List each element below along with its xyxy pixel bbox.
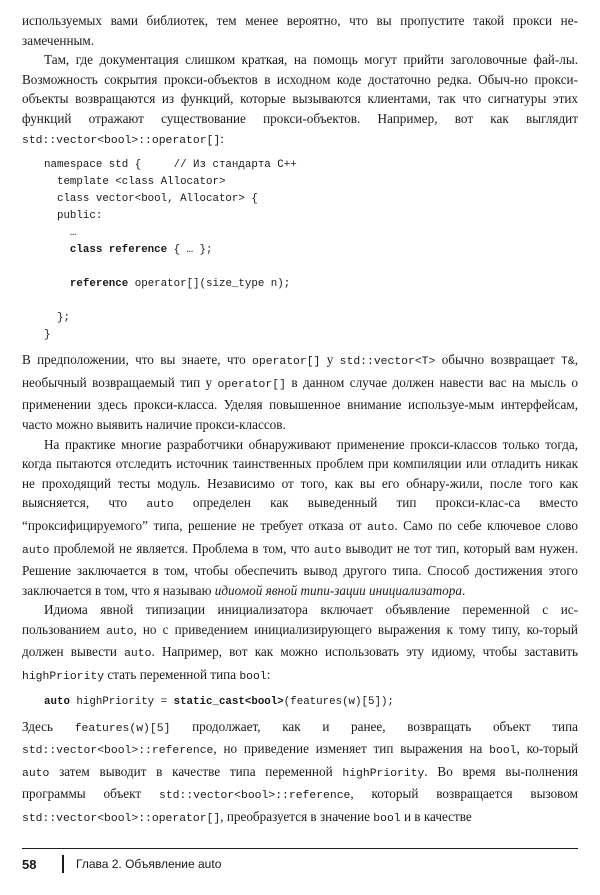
code-listing-vector-bool: namespace std { // Из стандарта C++ template <class Allocator> class vector<bool, Allocator> { public: … class reference { … }; reference operator[](size_type n); }; } <box>44 159 297 342</box>
inline-code: features(w)[5] <box>74 722 171 735</box>
paragraph-3: В предположении, что вы знаете, что operator[] у std::vector<T> обычно возвращает T&, необычный возвращаемый тип у operator[] в данном случае должен навести вас на мысль о применении здесь прокси-класса. Уделяя повышенное внимание используе-мым интерфейсам, часто можно выявить наличие прокси-классов. <box>22 352 579 432</box>
paragraph-6: Здесь features(w)[5] продолжает, как и ранее, возвращать объект типа std::vector<bool>::reference, но приведение изменяет тип выражения на bool, ко-торый auto затем выводит в качестве типа переменной highPriority. Во время вы-полнения программы объект std::vector<bool>::reference, который возвращается вызовом std::vector<bool>::operator[], преобразуется в значение bool и в качестве <box>22 718 579 826</box>
paragraph-5: Идиома явной типизации инициализатора включает объявление переменной с ис-пользованием auto, но с приведением инициализирующего выражения к тому типу, ко-торый должен вывести auto. Например, вот как можно использовать эту идиому, чтобы заставить highPriority стать переменной типа bool: <box>22 602 578 684</box>
paragraph-1: используемых вами библиотек, тем менее вероятно, что вы пропустите такой прокси не-замеченным. <box>22 13 578 48</box>
inline-code: auto <box>124 648 152 661</box>
page-footer <box>22 848 578 879</box>
inline-code: std::vector<bool>::reference <box>22 745 214 758</box>
paragraph-2: Там, где документация слишком краткая, на помощь могут прийти заголовочные фай-лы. Возможность сокрытия прокси-объектов в исходном коде достаточно редка. Обыч-но прокси-объекты возвращаются из функций, которые вызываются клиентами, так что сигнатуры этих функций отражают существование прокси-объектов. Например, вот как выглядит std::vector<bool>::operator[]: <box>22 52 578 147</box>
inline-code: auto <box>106 625 134 638</box>
inline-code: bool <box>239 671 267 684</box>
paragraph-4: На практике многие разработчики обнаруживают применение прокси-классов только тогда, когда пытаются отследить источник таинственных проблем при компиляции или отладить никак не проходящий тесты модуль. Независимо от того, как вы его обнару-жили, после того как выясняется, что auto определен как выведенный тип прокси-клас-са вместо “проксифицируемого” типа, решение не требует отказа от auto. Само по себе ключевое слово auto проблемой не является. Проблема в том, что auto выводит не тот тип, который вам нужен. Решение заключается в том, чтобы обеспечить вывод другого типа. Способ достижения этого заключается в том, что я называю идиомой явной типи-зации инициализатора. <box>22 436 578 598</box>
footer-divider <box>62 855 64 873</box>
chapter-title: Глава 2. Объявление auto <box>76 857 222 871</box>
inline-code: operator[] <box>217 378 286 391</box>
inline-code: bool <box>373 813 401 826</box>
inline-code: operator[] <box>252 356 321 369</box>
page-number: 58 <box>22 857 37 872</box>
inline-code: highPriority <box>342 767 425 780</box>
inline-code: highPriority <box>22 671 105 684</box>
inline-code: auto <box>22 767 50 780</box>
inline-code: std::vector<bool>::operator[] <box>22 813 221 826</box>
inline-code: auto <box>313 544 342 557</box>
inline-code: std::vector<T> <box>339 356 436 369</box>
inline-code: auto <box>22 544 50 557</box>
inline-code: bool <box>489 745 517 758</box>
code-listing-static-cast: auto highPriority = static_cast<bool>(features(w)[5]); <box>44 695 394 708</box>
idiom-term: идиомой явной типи-зации инициализатора <box>214 582 462 598</box>
inline-code: auto <box>366 521 395 534</box>
inline-code: std::vector<bool>::operator[] <box>22 134 221 147</box>
page-body <box>22 0 578 830</box>
inline-code: T& <box>561 356 575 369</box>
inline-code: auto <box>146 499 174 512</box>
inline-code: std::vector<bool>::reference <box>158 790 351 803</box>
